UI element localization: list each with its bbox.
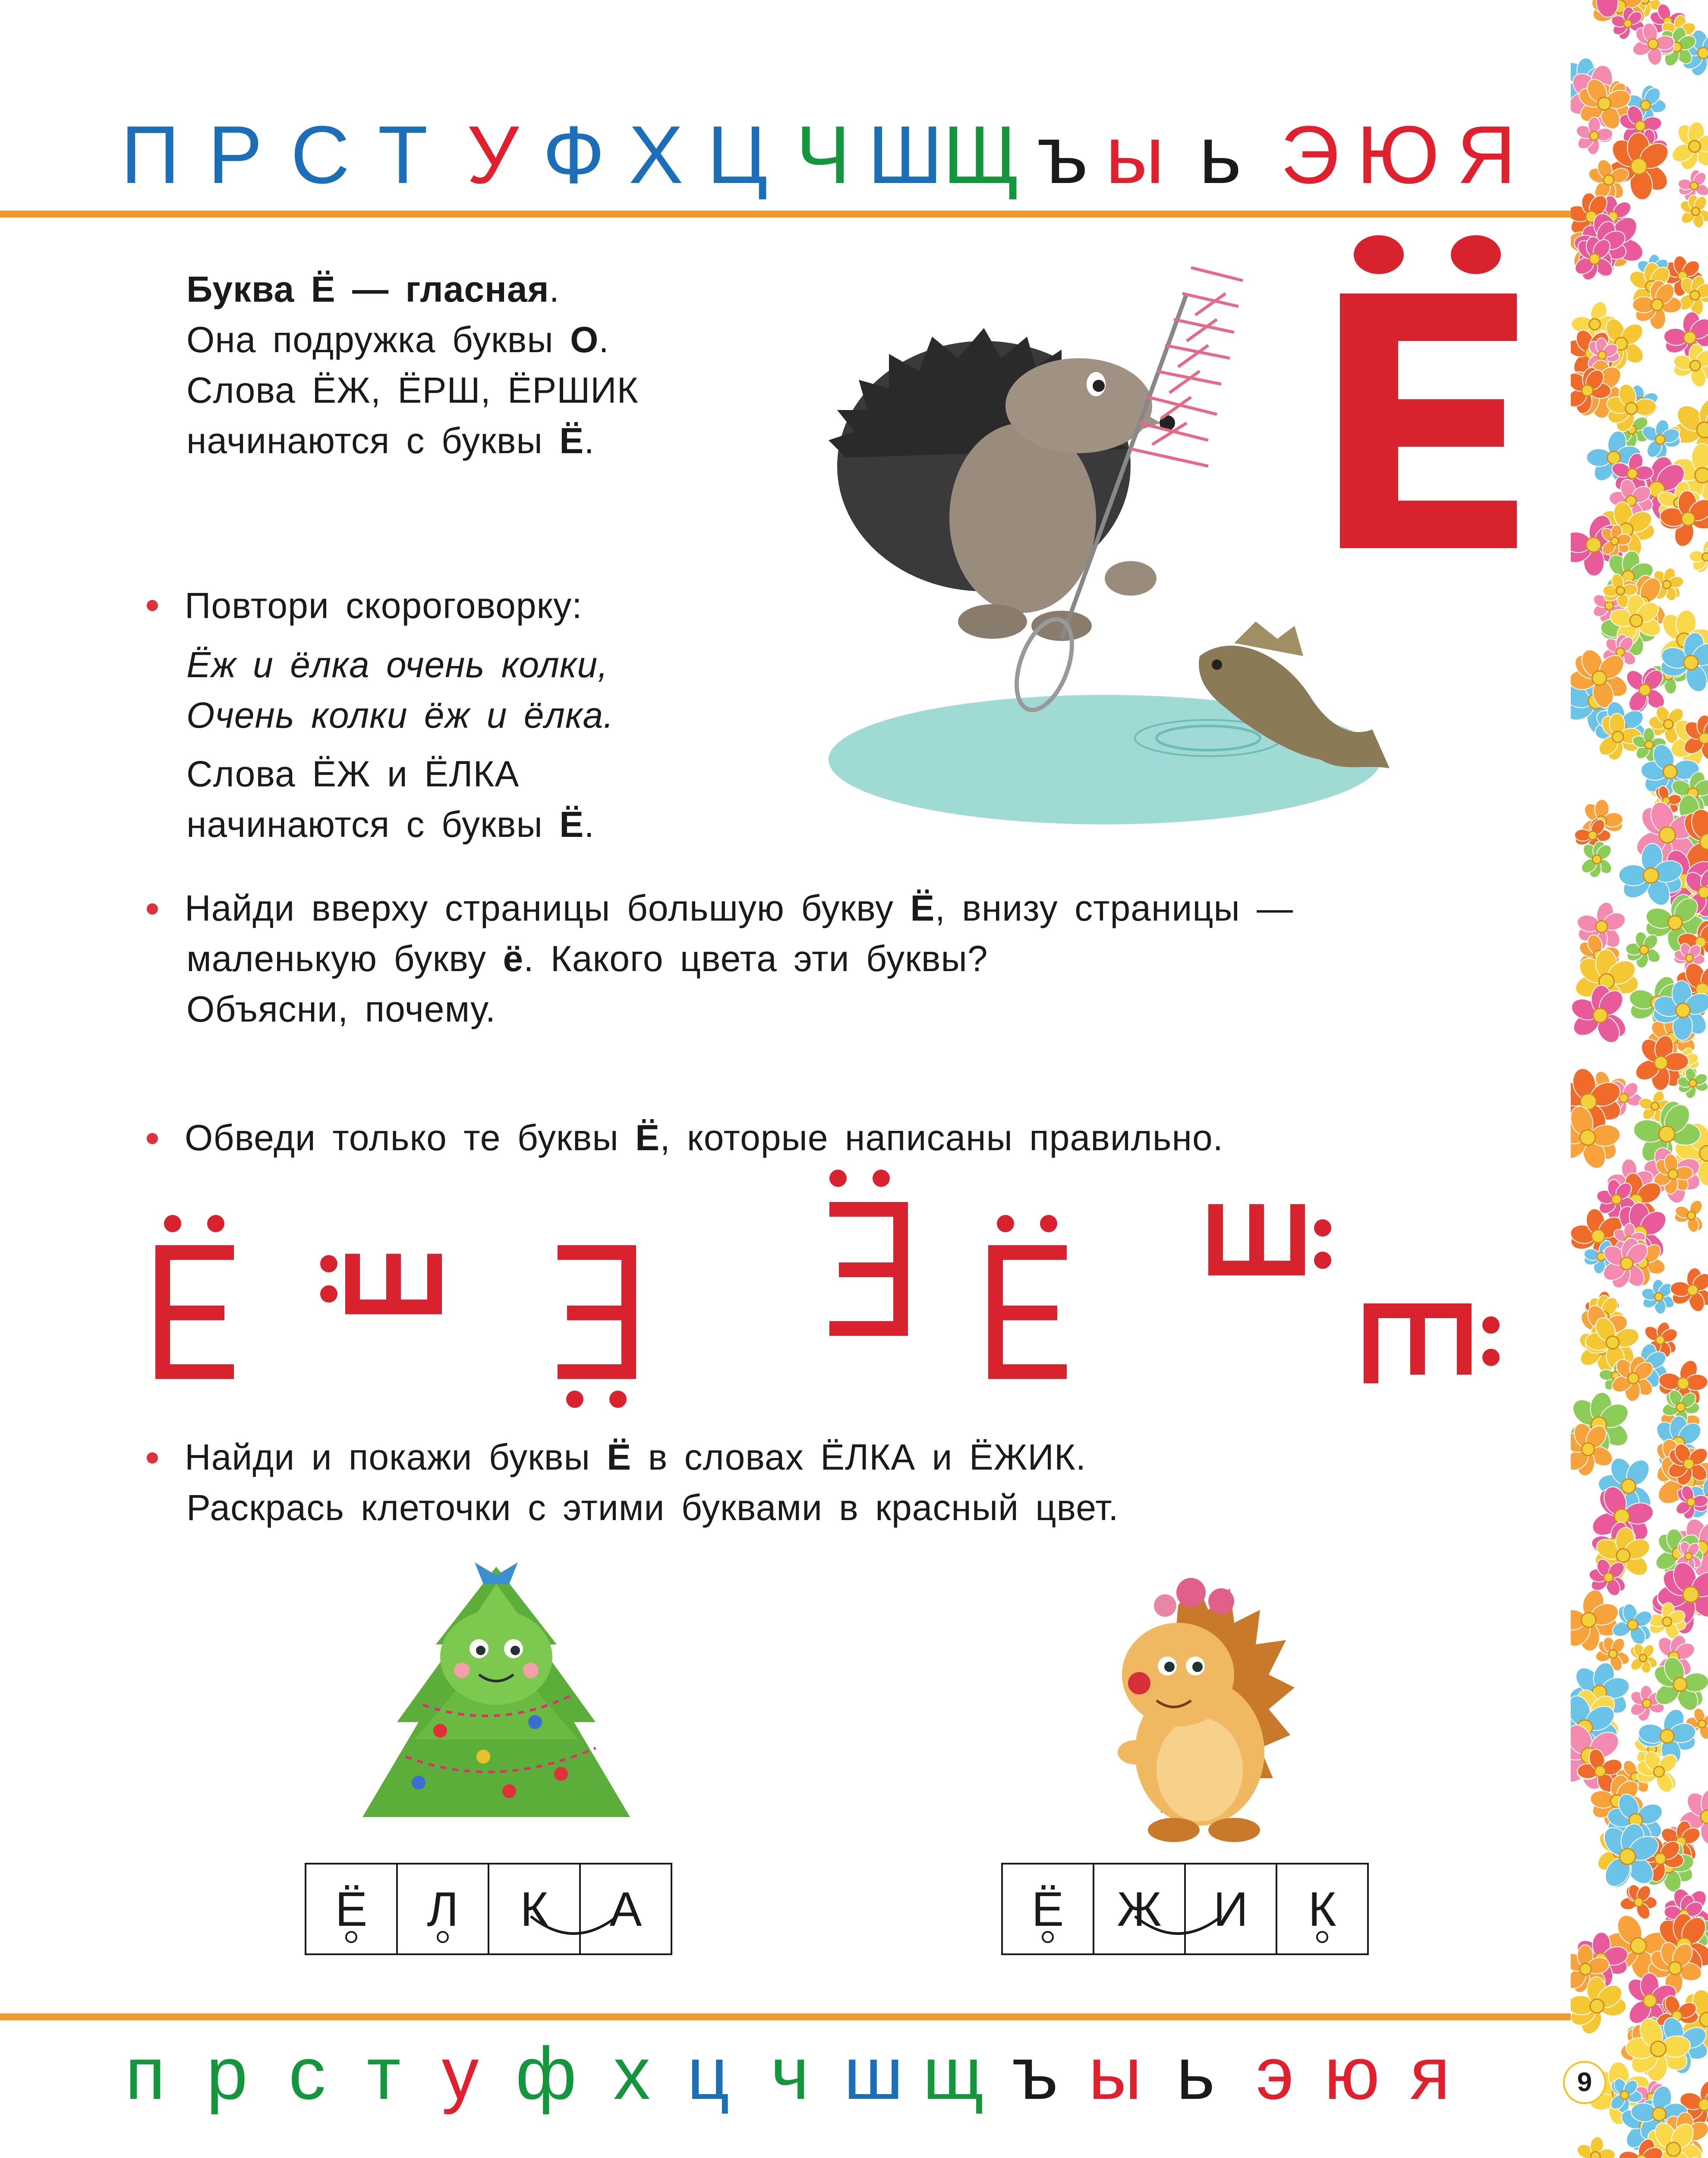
vowel-marker [345,1931,357,1943]
intro-bold-yo: Ё [559,420,584,461]
intro-bold-o: О [570,319,599,360]
grid-letter: Л [427,1882,459,1936]
circle-task-line [185,1113,1223,1163]
bottom-alphabet [125,2031,1450,2116]
alphabet-letter: ъ [1037,109,1088,201]
syllable-arc [526,1912,621,1951]
alphabet-letter: т [366,2032,401,2115]
alphabet-letter: с [288,2032,326,2115]
grid-cell[interactable] [1276,1864,1368,1954]
letter-variant-4[interactable] [829,1170,908,1336]
letter-variant-5[interactable] [988,1215,1067,1379]
grid-letter: Ё [335,1882,368,1936]
grid-cell[interactable] [1002,1864,1093,1954]
words-text: в словах ЁЛКА и ЁЖИК. [631,1437,1087,1477]
intro-bold: Буква Ё — гласная [186,269,549,309]
alphabet-letter: П [121,109,180,201]
tongue-twister-task: Повтори скороговорку: [185,585,583,626]
flower-decoration [1678,194,1708,229]
circle-text: , которые написаны правильно. [660,1117,1223,1158]
alphabet-letter: ы [1105,109,1165,201]
words-text: Найди и покажи буквы [185,1437,607,1477]
tt-bold-yo: Ё [559,804,584,845]
bullet [147,1133,158,1144]
alphabet-letter: ь [1176,2032,1215,2115]
alphabet-letter: х [613,2032,651,2115]
alphabet-letter: Ц [707,109,768,201]
letter-variant-2[interactable] [320,1254,442,1314]
find-task-line-3: Объясни, почему. [186,989,496,1029]
words-task-line-1 [185,1432,1086,1483]
alphabet-letter: ы [1088,2032,1142,2115]
alphabet-letter: ф [515,2032,577,2115]
bullet [147,600,158,611]
grid-letter: К [1308,1882,1336,1936]
alphabet-letter: э [1256,2032,1294,2115]
hedgehog-illustration [1092,1571,1299,1847]
alphabet-letter: С [290,109,350,201]
vowel-marker [1042,1931,1054,1943]
alphabet-letter: ь [1199,109,1242,201]
alphabet-letter: ш [844,2032,904,2115]
circle-bold: Ё [635,1117,660,1158]
alphabet-letter: Ф [542,109,605,201]
top-alphabet [121,108,1516,202]
alphabet-letter: р [206,2032,248,2115]
find-bold: ё [503,938,524,979]
letter-variants [142,1165,1579,1411]
intro-line-4 [186,416,595,466]
alphabet-letter: ц [687,2032,730,2115]
alphabet-letter: у [441,2032,479,2115]
grid-cell[interactable] [306,1864,397,1954]
tt-punct: . [584,804,595,845]
tongue-twister-line-2: Очень колки ёж и ёлка. [186,695,614,735]
page-number: 9 [1563,2061,1606,2104]
bottom-divider [0,2013,1571,2020]
intro-line-3: Слова ЁЖ, ЁРШ, ЁРШИК [186,370,639,410]
alphabet-letter: Ю [1356,109,1440,201]
flower-decoration [1669,121,1708,172]
alphabet-letter: п [125,2032,166,2115]
syllable-arc [1131,1912,1226,1951]
grid-letter: Ж [1117,1882,1162,1936]
grid-letter: Ё [1031,1882,1064,1936]
flower-decoration [1670,1267,1708,1314]
flower-decoration [1575,2136,1616,2158]
alphabet-letter: щ [923,2032,984,2115]
find-text: маленькую букву [186,938,503,979]
find-text: . Какого цвета эти буквы? [523,938,988,979]
tongue-twister-line-1: Ёж и ёлка очень колки, [186,644,608,685]
top-divider [0,211,1571,218]
alphabet-letter: Т [378,109,428,201]
flower-border-illustration [1571,0,1708,2158]
intro-punct: . [599,319,609,360]
alphabet-letter: ъ [1012,2032,1059,2115]
alphabet-letter: Э [1280,109,1339,201]
alphabet-letter: ю [1324,2032,1380,2115]
tt-text: начинаются с буквы [186,804,560,845]
flower-decoration [1628,1642,1659,1674]
flower-decoration [1579,840,1614,878]
alphabet-letter: Я [1456,109,1516,201]
bullet [147,903,158,915]
alphabet-letter: У [466,109,519,201]
intro-line-2 [186,315,609,365]
find-task-line-1 [185,883,1293,934]
find-text: , внизу страницы — [935,888,1294,928]
alphabet-letter: Р [208,109,263,201]
letter-variant-6[interactable] [1208,1204,1331,1275]
alphabet-letter: я [1410,2032,1450,2115]
tongue-twister-line-3: Слова ЁЖ и ЁЛКА [186,754,520,794]
letter-variant-1[interactable] [155,1215,234,1379]
intro-text: Она подружка буквы [186,319,570,360]
consonant-marker [437,1931,449,1943]
grid-letter: К [520,1882,548,1936]
intro-punct: . [584,420,595,461]
alphabet-letter: Щ [942,109,1020,201]
consonant-marker [1316,1931,1328,1943]
letter-variant-7[interactable] [1364,1303,1500,1383]
letter-variant-3[interactable] [558,1245,636,1408]
circle-text: Обведи только те буквы [185,1117,636,1158]
alphabet-letter: Ш [867,109,943,201]
grid-letter: А [609,1882,642,1936]
words-task-line-2: Раскрась клеточки с этими буквами в красный цвет. [186,1487,1119,1528]
grid-cell[interactable] [397,1864,488,1954]
tongue-twister-line-4 [186,799,595,850]
words-bold: Ё [607,1437,632,1477]
intro-punct: . [549,269,560,309]
alphabet-letter: ч [770,2032,810,2115]
alphabet-letter: Ч [796,109,851,201]
christmas-tree-illustration [354,1558,639,1852]
find-text: Найди вверху страницы большую букву [185,888,911,928]
grid-letter: И [1213,1882,1248,1936]
flower-decoration [1689,539,1708,574]
find-task-line-2 [186,934,988,984]
intro-text: начинаются с буквы [186,420,560,461]
bullet [147,1452,158,1464]
alphabet-letter: Х [628,109,684,201]
intro-line-1 [186,264,560,315]
hedgehog-with-brush-illustration [820,242,1433,846]
find-bold: Ё [910,888,935,928]
